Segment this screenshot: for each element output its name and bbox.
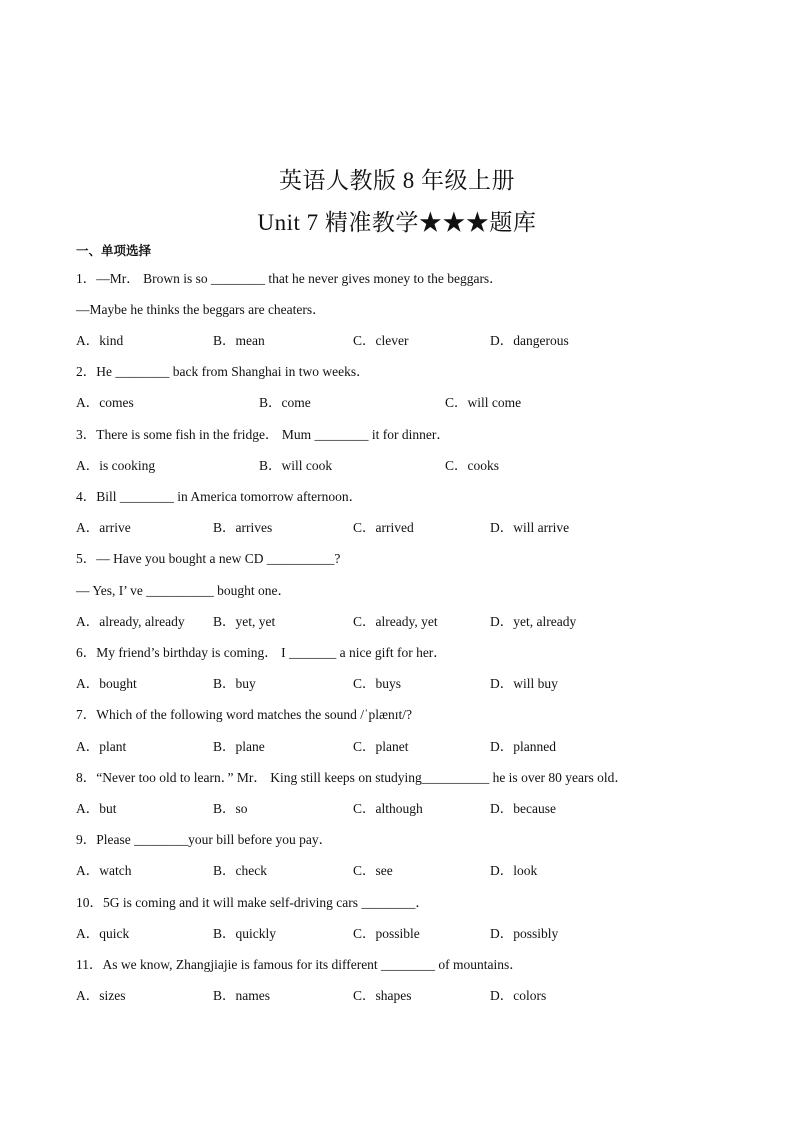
option-a[interactable]: A．plant	[76, 739, 127, 754]
option-c[interactable]: C．will come	[445, 395, 522, 410]
question-6-options	[76, 672, 776, 690]
question-11-options	[76, 984, 776, 1002]
question-3-options	[76, 454, 776, 472]
question-7-options	[76, 735, 776, 753]
question-10-stem: 10．5G is coming and it will make self-driving cars ________．	[76, 895, 429, 910]
question-4-options	[76, 516, 776, 534]
option-b[interactable]: B．check	[213, 863, 267, 878]
page-title: 英语人教版 8 年级上册	[279, 168, 515, 193]
question-1-stem: 1．—Mr． Brown is so ________ that he never gives money to the beggars．	[76, 271, 503, 286]
option-c[interactable]: C．buys	[353, 676, 402, 691]
page-subtitle: Unit 7 精准教学★★★题库	[257, 210, 537, 235]
question-1-options	[76, 329, 776, 347]
question-9-options	[76, 859, 776, 877]
question-2-options	[76, 391, 776, 409]
option-d[interactable]: D．yet, already	[490, 614, 577, 629]
option-b[interactable]: B．quickly	[213, 926, 276, 941]
option-d[interactable]: D．possibly	[490, 926, 559, 941]
option-b[interactable]: B．plane	[213, 739, 265, 754]
option-b[interactable]: B．names	[213, 988, 270, 1003]
option-a[interactable]: A．arrive	[76, 520, 131, 535]
option-c[interactable]: C．planet	[353, 739, 409, 754]
option-c[interactable]: C．possible	[353, 926, 420, 941]
option-a[interactable]: A．is cooking	[76, 458, 156, 473]
question-5-stem: 5．— Have you bought a new CD __________?	[76, 551, 341, 566]
question-11-stem: 11．As we know, Zhangjiajie is famous for its different ________ of mountains．	[76, 957, 523, 972]
option-c[interactable]: C．cooks	[445, 458, 499, 473]
option-c[interactable]: C．clever	[353, 333, 409, 348]
option-c[interactable]: C．see	[353, 863, 393, 878]
option-b[interactable]: B．buy	[213, 676, 256, 691]
option-d[interactable]: D．because	[490, 801, 556, 816]
option-a[interactable]: A．quick	[76, 926, 130, 941]
option-a[interactable]: A．sizes	[76, 988, 126, 1003]
option-b[interactable]: B．will cook	[259, 458, 333, 473]
option-a[interactable]: A．but	[76, 801, 117, 816]
option-b[interactable]: B．so	[213, 801, 248, 816]
question-8-options	[76, 797, 776, 815]
question-6-stem: 6．My friend’s birthday is coming． I _______ a nice gift for her．	[76, 645, 447, 660]
question-3-stem: 3．There is some fish in the fridge． Mum ________ it for dinner．	[76, 427, 450, 442]
option-a[interactable]: A．watch	[76, 863, 132, 878]
option-c[interactable]: C．although	[353, 801, 423, 816]
option-a[interactable]: A．bought	[76, 676, 137, 691]
question-4-stem: 4．Bill ________ in America tomorrow afternoon．	[76, 489, 363, 504]
option-d[interactable]: D．planned	[490, 739, 556, 754]
option-b[interactable]: B．mean	[213, 333, 265, 348]
option-a[interactable]: A．comes	[76, 395, 134, 410]
question-9-stem: 9．Please ________your bill before you pay．	[76, 832, 333, 847]
section-heading: 一、单项选择	[76, 243, 152, 258]
option-c[interactable]: C．shapes	[353, 988, 412, 1003]
question-8-stem: 8．“Never too old to learn．” Mr． King still keeps on studying__________ he is over 80 years old．	[76, 770, 628, 785]
question-7-stem: 7．Which of the following word matches the sound /ˈplænɪt/?	[76, 707, 412, 722]
question-2-stem: 2．He ________ back from Shanghai in two weeks．	[76, 364, 370, 379]
option-d[interactable]: D．will arrive	[490, 520, 570, 535]
option-a[interactable]: A．kind	[76, 333, 124, 348]
option-c[interactable]: C．already, yet	[353, 614, 438, 629]
option-b[interactable]: B．arrives	[213, 520, 273, 535]
option-c[interactable]: C．arrived	[353, 520, 414, 535]
option-b[interactable]: B．yet, yet	[213, 614, 276, 629]
option-b[interactable]: B．come	[259, 395, 311, 410]
question-5-options	[76, 610, 776, 628]
option-a[interactable]: A．already, already	[76, 614, 185, 629]
option-d[interactable]: D．look	[490, 863, 538, 878]
question-5-stem-line2: — Yes, I’ ve __________ bought one．	[76, 583, 291, 598]
option-d[interactable]: D．will buy	[490, 676, 558, 691]
question-10-options	[76, 922, 776, 940]
question-1-stem-line2: —Maybe he thinks the beggars are cheaters．	[76, 302, 326, 317]
option-d[interactable]: D．dangerous	[490, 333, 569, 348]
option-d[interactable]: D．colors	[490, 988, 547, 1003]
